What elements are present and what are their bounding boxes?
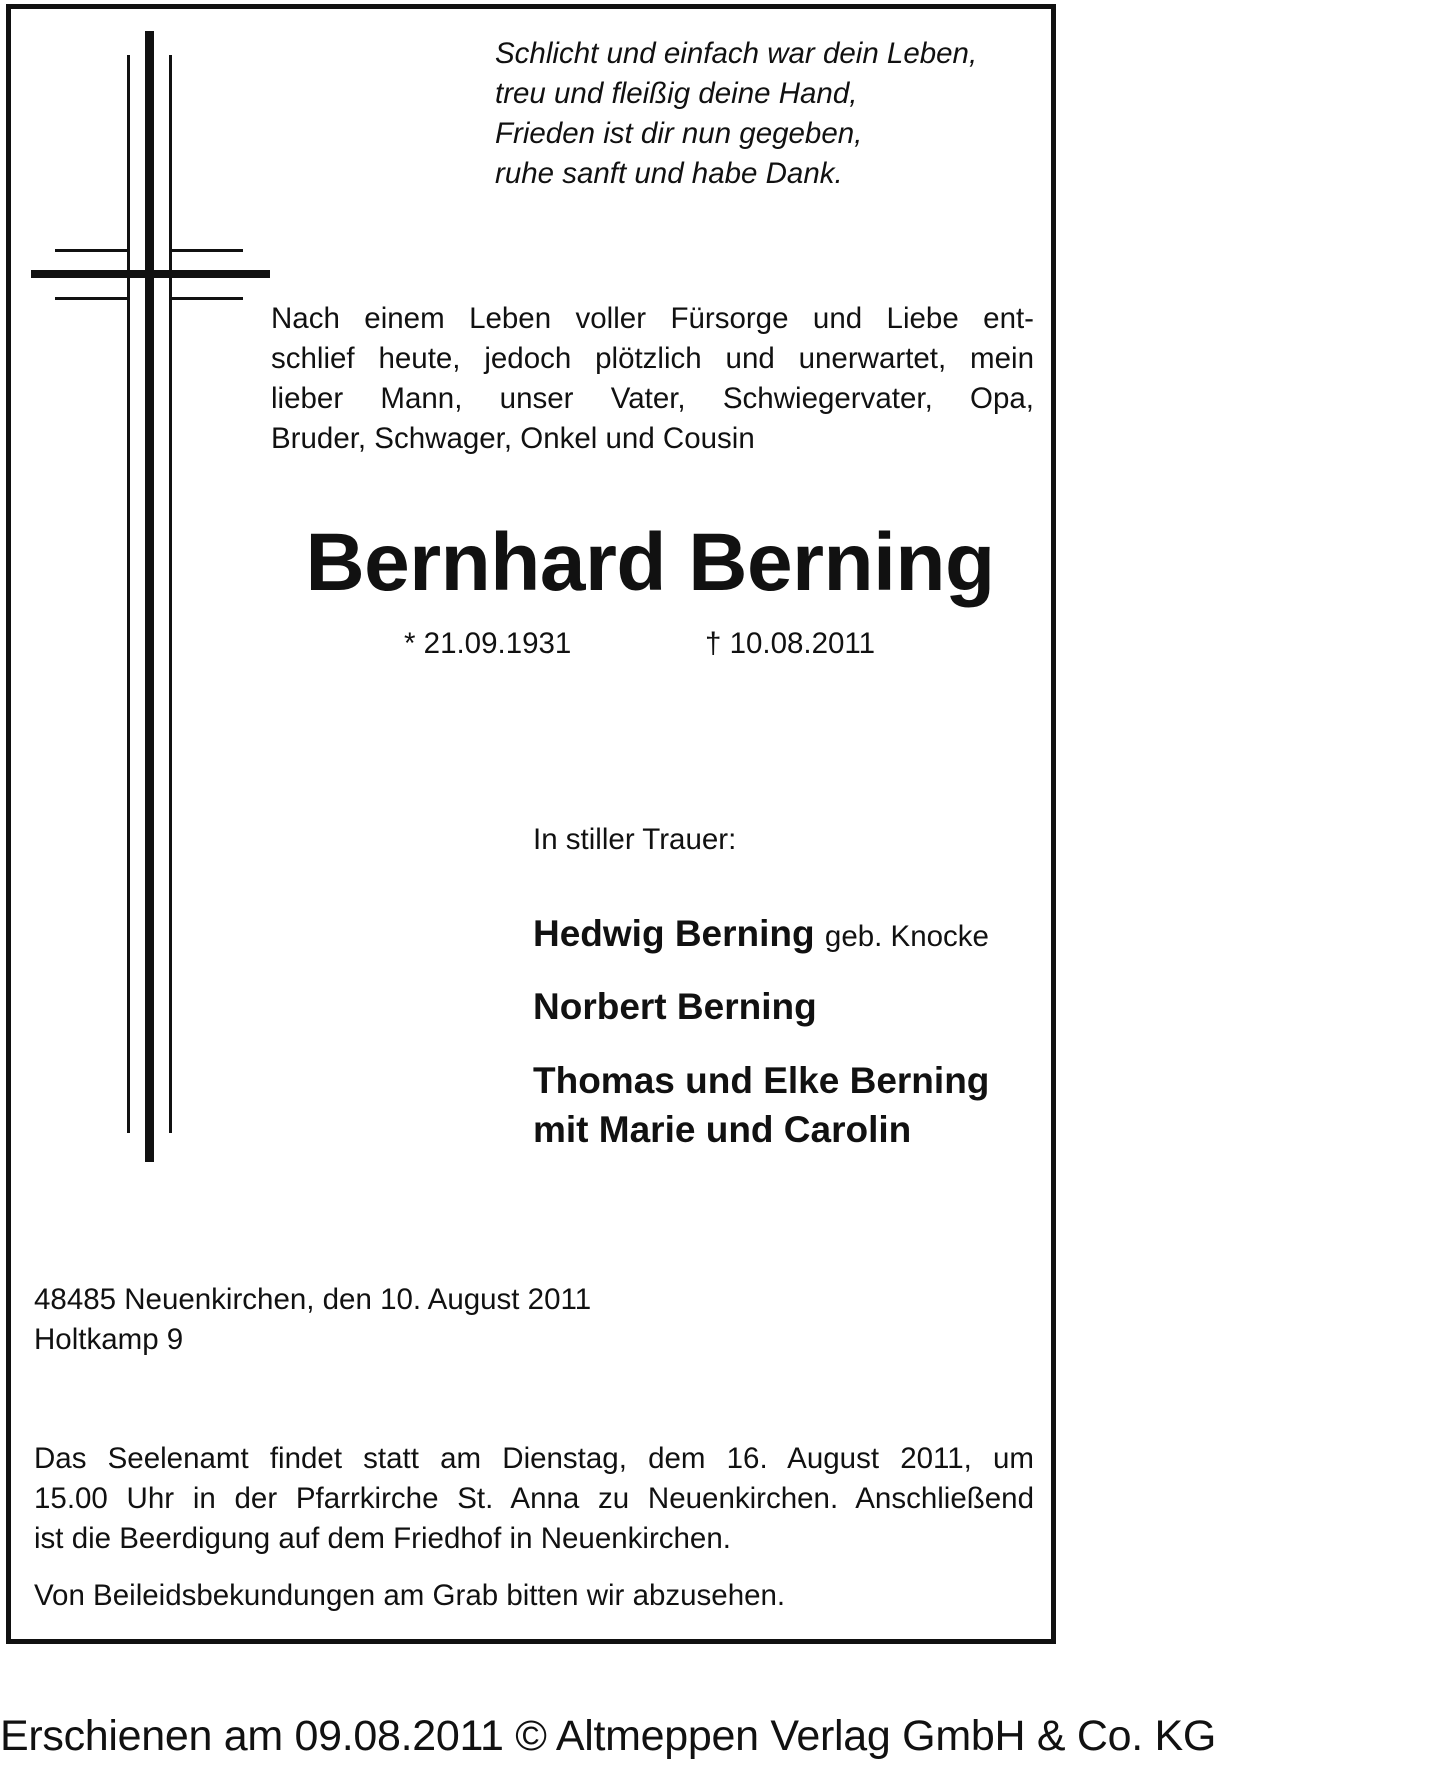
mourner-entry <box>533 910 989 961</box>
birth-date: * 21.09.1931 <box>404 627 572 660</box>
mourner-name: Thomas und Elke Berning <box>533 1060 990 1101</box>
poem-verse <box>495 34 1055 194</box>
mourner-name: Norbert Berning <box>533 986 817 1027</box>
poem-line: Frieden ist dir nun gegeben, <box>495 117 863 150</box>
address-line: Holtkamp 9 <box>34 1323 184 1356</box>
address-block <box>34 1280 591 1360</box>
intro-line: Bruder, Schwager, Onkel und Cousin <box>271 422 755 455</box>
mourner-name-continued: mit Marie und Carolin <box>533 1109 912 1150</box>
service-line: ist die Beerdigung auf dem Friedhof in Neuenkirchen. <box>34 1522 731 1555</box>
mourning-heading: In stiller Trauer: <box>533 823 737 856</box>
mourner-suffix: geb. Knocke <box>824 920 989 953</box>
mourner-name: Hedwig Berning <box>533 913 815 954</box>
deceased-name: Bernhard Berning <box>305 517 995 608</box>
address-line: 48485 Neuenkirchen, den 10. August 2011 <box>34 1283 592 1316</box>
publication-footer: Erschienen am 09.08.2011 © Altmeppen Verlag GmbH & Co. KG <box>0 1712 1217 1760</box>
service-line: 15.00 Uhr in der Pfarrkirche St. Anna zu Neuenkirchen. Anschließend <box>34 1482 1034 1515</box>
poem-line: treu und fleißig deine Hand, <box>495 77 858 110</box>
mourner-entry <box>533 1057 989 1105</box>
condolence-note: Von Beileidsbekundungen am Grab bitten wir abzusehen. <box>34 1579 786 1612</box>
mourner-entry-line2 <box>533 1106 911 1154</box>
intro-line: schlief heute, jedoch plötzlich und unerwartet, mein <box>271 342 1034 375</box>
mourner-entry <box>533 983 817 1031</box>
poem-line: ruhe sanft und habe Dank. <box>495 157 843 190</box>
service-line: Das Seelenamt findet statt am Dienstag, dem 16. August 2011, um <box>34 1442 1034 1475</box>
death-date: † 10.08.2011 <box>705 627 876 660</box>
intro-line: lieber Mann, unser Vater, Schwiegervater, Opa, <box>271 382 1034 415</box>
intro-line: Nach einem Leben voller Fürsorge und Liebe ent- <box>271 302 1034 335</box>
poem-line: Schlicht und einfach war dein Leben, <box>495 37 978 70</box>
service-paragraph <box>34 1439 1034 1559</box>
obituary-frame <box>6 4 1056 1644</box>
intro-paragraph <box>271 299 1034 459</box>
